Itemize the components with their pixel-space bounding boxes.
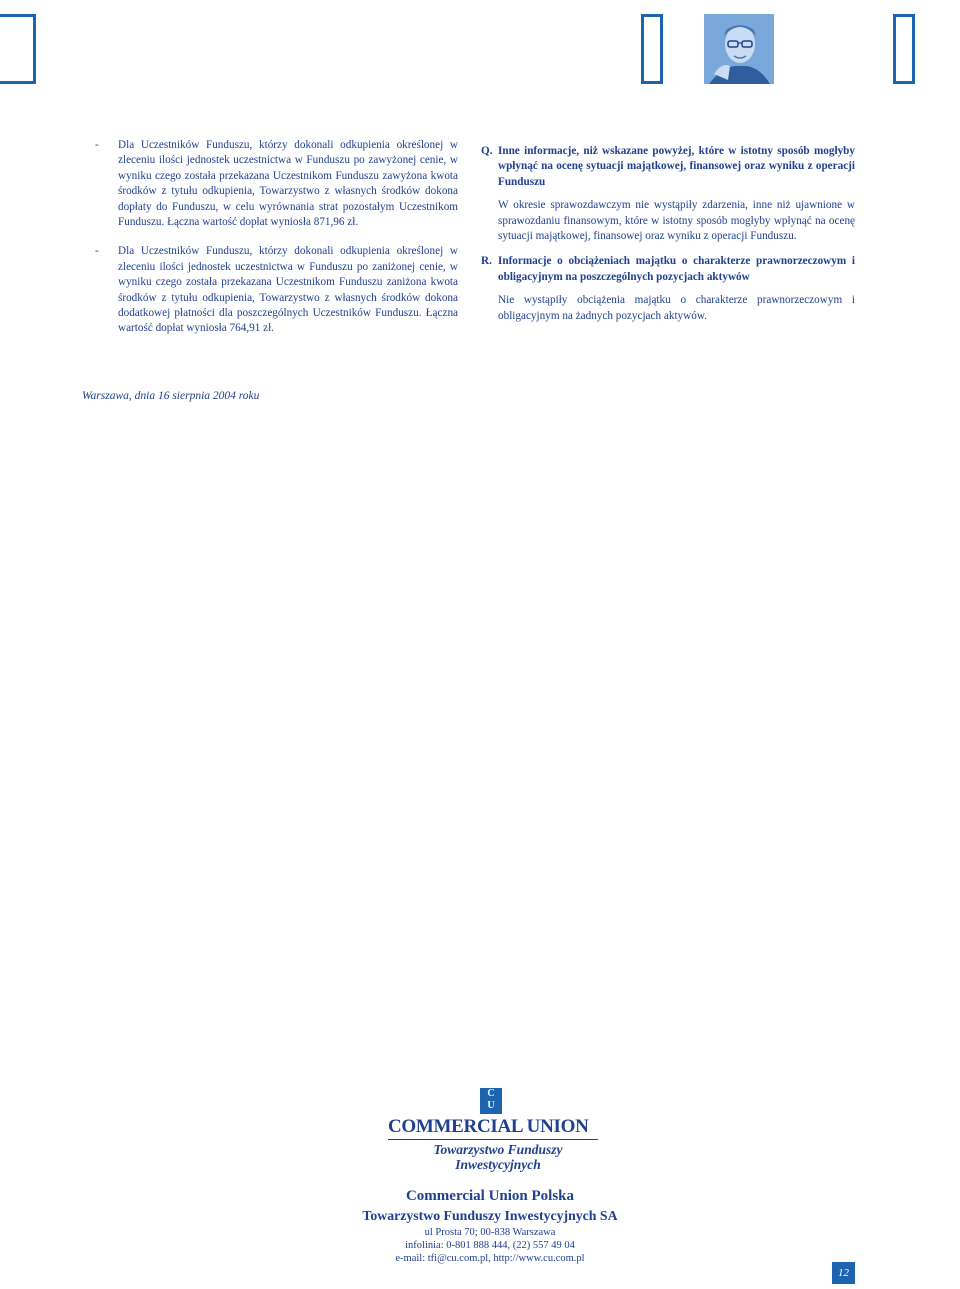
corner-mark-middle [641,14,663,84]
section-title: Inne informacje, niż wskazane powyżej, które w istotny sposób mogłyby wpłynąć na ocenę sytuacji majątkowej, finansowej oraz wyniku z operacji Funduszu [498,145,855,188]
section-q [481,144,855,244]
section-body: W okresie sprawozdawczym nie wystąpiły zdarzenia, inne niż ujawnione w sprawozdaniu finansowym, które w istotny sposób mogłyby wpłynąć na ocenę sytuacji majątkowej, finansowej oraz wyniku z operacji Funduszu. [498,199,855,243]
logo-name: COMMERCIAL UNION [388,1116,589,1137]
footer-contact: e-mail: tfi@cu.com.pl, http://www.cu.com.pl [395,1253,585,1264]
logo-emblem-bottom: U [487,1100,495,1111]
section-letter: Q. [481,145,493,157]
footer-company: Commercial Union Polska [405,1188,575,1204]
logo-emblem-top: C [487,1088,495,1099]
footer-company-full: Towarzystwo Funduszy Inwestycyjnych SA [362,1208,618,1223]
section-letter: R. [481,255,492,268]
company-logo [388,1088,598,1172]
list-item [95,138,458,230]
list-item-text: Dla Uczestników Funduszu, którzy dokonali odkupienia określonej w zleceniu ilości jednostek uczestnictwa w Funduszu po zaniżonej cenie, w wyniku czego została przekazana Uczestnikom Funduszu zaniżona kwota środków z tytułu odkupienia, Towarzystwo z własnych środków dokona dodatkowej płatności dla poszczególnych Uczestników Funduszu. Łączna wartość dopłat wyniosła 764,91 zł. [118,245,458,335]
corner-mark-left [0,14,36,84]
portrait-photo [704,14,774,84]
logo-emblem [480,1088,502,1114]
section-r [481,254,855,324]
left-column [95,138,458,351]
logo-subtitle-line2: Inwestycyjnych [455,1157,541,1172]
logo-rule [388,1139,598,1140]
footer-address: ul Prosta 70; 00-838 Warszawa [424,1227,556,1238]
list-marker: - [95,139,99,151]
section-heading [481,144,855,190]
section-title: Informacje o obciążeniach majątku o charakterze prawnorzeczowym i obligacyjnym na poszczególnych pozycjach aktywów [498,255,855,283]
section-heading [481,254,855,285]
footer [300,1186,680,1265]
footer-phones: infolinia: 0-801 888 444, (22) 557 49 04 [405,1240,575,1251]
list-marker: - [95,245,99,258]
list-item [95,244,458,336]
section-body: Nie wystąpiły obciążenia majątku o charakterze prawnorzeczowym i obligacyjnym na żadnych pozycjach aktywów. [498,294,855,322]
dateline: Warszawa, dnia 16 sierpnia 2004 roku [82,390,260,402]
list-item-text: Dla Uczestników Funduszu, którzy dokonali odkupienia określonej w zleceniu ilości jednostek uczestnictwa w Funduszu po zawyżonej cenie, w wyniku czego została przekazana Uczestnikom Funduszu zawyżona kwota środków z tytułu odkupienia, Towarzystwo z własnych środków dokona dopłaty do Funduszu, w celu wyrównania strat pozostałym Uczestnikom Funduszu. Łączna wartość dopłat wyniosła 871,96 zł. [118,139,458,229]
page-number: 12 [832,1262,855,1284]
right-column [481,144,855,334]
logo-subtitle-line1: Towarzystwo Funduszy [433,1142,563,1157]
corner-mark-right [893,14,915,84]
